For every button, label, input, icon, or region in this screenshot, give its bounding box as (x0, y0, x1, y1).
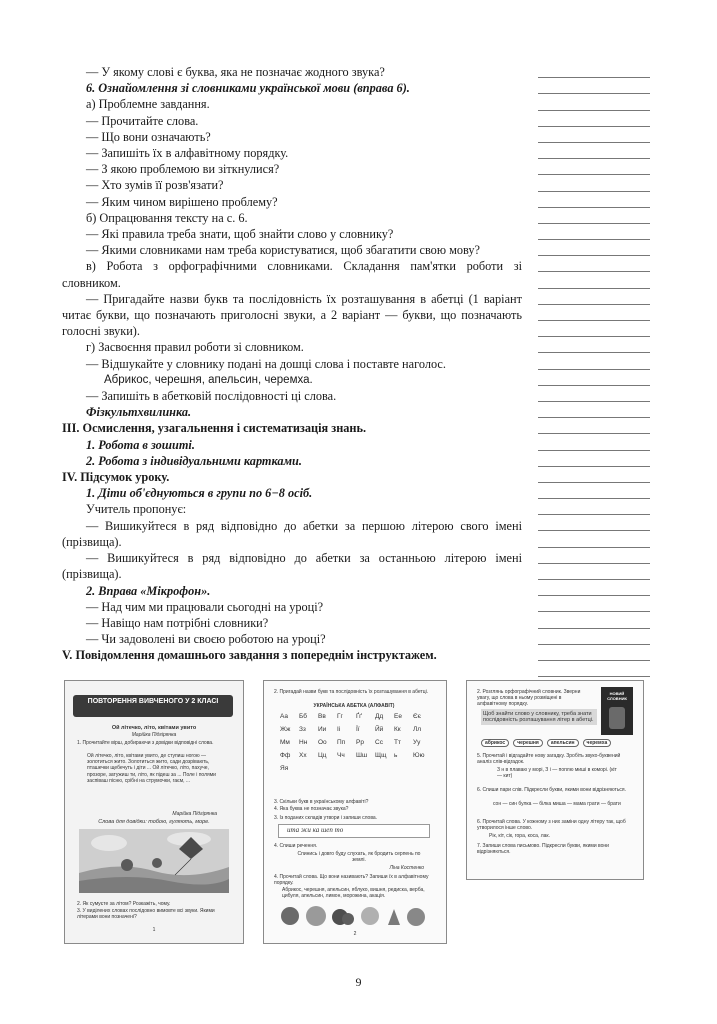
task-text: 2. Як сумуєте за літом? Розкажіть, чому. (77, 901, 171, 907)
answer-line (538, 645, 650, 661)
text-paragraph: — Пригадайте назви букв та послідовність їх розташування в абетці (1 варіант читає букви, що позначають приголосні звуки, а 2 варіант — букви, що позначають голосні звуки). (62, 291, 522, 339)
notes-rules (538, 62, 650, 677)
alphabet-letter: Ее (394, 713, 402, 720)
alphabet-letter: Фф (280, 752, 291, 759)
answer-line (538, 434, 650, 450)
alphabet-letter: Пп (337, 739, 346, 746)
question-text: 3. Із поданих складів утвори і запиши слова. (274, 815, 378, 821)
answer-line (538, 159, 650, 175)
text-paragraph: — Вишикуйтеся в ряд відповідно до абетки за останньою літерою імені (прізвища). (62, 551, 522, 582)
text-paragraph: в) Робота з орфографічними словниками. Складання пам'ятки роботи зі словником. (62, 259, 522, 290)
alphabet-letter: Жж (280, 726, 291, 733)
lesson-text (62, 64, 522, 664)
section-heading: ІІІ. Осмислення, узагальнення і систематизація знань. (62, 421, 367, 436)
text-line: г) Засвоєння правил роботи зі словником. (86, 340, 304, 355)
alphabet-letter: Іі (337, 726, 341, 733)
words-list: Абрикос, черешня, апельсин, яблуко, вишня, редиска, верба, цибуля, апельсин, лимон, морожина, акація. (282, 887, 425, 900)
answer-line (538, 337, 650, 353)
dictionary-figure (609, 707, 625, 729)
dictionary-cover (601, 687, 633, 735)
physical-exercise-label: Фізкультхвилинка. (86, 405, 192, 420)
subsection-heading: 2. Вправа «Мікрофон». (86, 583, 211, 598)
text-line: — Чи задоволені ви своєю роботою на уроці? (86, 632, 326, 647)
alphabet-letter: Юю (413, 752, 425, 759)
alphabet-letter: Вв (318, 713, 326, 720)
task-text: 1. Прочитайте вірш, добираючи з довідки відповідні слова. (77, 740, 214, 746)
answer-line (538, 483, 650, 499)
poem-title: Ой літечко, літо, квітами увито (111, 725, 197, 731)
alphabet-letter: Тт (394, 739, 401, 746)
answer-line (538, 192, 650, 208)
question-text: 3. Скільки букв в українському алфавіті? (274, 799, 369, 805)
answer-line (538, 175, 650, 191)
answer-line (538, 208, 650, 224)
answer-line (538, 386, 650, 402)
answer-line (538, 418, 650, 434)
poem-author: Марійка Підгірянка (131, 732, 177, 738)
text-line: — Прочитайте слова. (86, 113, 199, 128)
answer-line (538, 256, 650, 272)
word-chips (481, 739, 637, 747)
alphabet-grid (280, 713, 432, 773)
alphabet-letter: Дд (375, 713, 384, 720)
alphabet-letter: Сс (375, 739, 383, 746)
syllables-box (278, 824, 430, 838)
question-text: 4. Прочитай слова. Що вони називають? Запиши їх в алфавітному порядку. (274, 874, 429, 887)
task-text: 3. У виділених словах послідовно вимовте всі звуки. Якими літерами вони позначені? (77, 908, 215, 921)
rule-note: Щоб знайти слово у словнику, треба знати послідовність розташування літер в абетці. (481, 709, 597, 725)
alphabet-letter: Оо (318, 739, 327, 746)
answer-line (538, 580, 650, 596)
thumb-page-number: 2 (353, 931, 357, 937)
task-text: 6. Прочитай слова. У кожному з них заміни одну літеру так, щоб утворилося інше слово. (477, 819, 626, 832)
answer-line (538, 612, 650, 628)
alphabet-letter: Аа (280, 713, 289, 720)
textbook-page-thumbnail-2 (263, 680, 447, 944)
alphabet-letter: Її (356, 726, 360, 733)
alphabet-letter: Бб (299, 713, 307, 720)
word-pairs: сон — син булка — білка миша — мама грати — брати (493, 801, 621, 807)
text-line: — Запишіть в абетковій послідовності ці слова. (86, 389, 337, 404)
alphabet-letter: Йй (375, 726, 384, 733)
section-heading: 6. Ознайомлення зі словниками української мови (вправа 6). (86, 81, 410, 96)
page-banner (73, 695, 233, 717)
answer-line (538, 224, 650, 240)
subsection-heading: 2. Робота з індивідуальними картками. (86, 453, 302, 468)
syllables-text: ита жи ка шеп то (287, 826, 344, 834)
alphabet-letter: Ии (318, 726, 327, 733)
answer-line (538, 499, 650, 515)
alphabet-letter: Ґґ (356, 713, 362, 720)
alphabet-letter: Хх (299, 752, 307, 759)
page-number: 9 (355, 975, 362, 989)
alphabet-letter: Зз (299, 726, 306, 733)
alphabet-letter: Гг (337, 713, 343, 720)
answer-line (538, 111, 650, 127)
riddle-text: З н в плаваю у морі, З і — поплю миші в коморі. (кіт — кит) (497, 767, 617, 780)
section-heading: IV. Підсумок уроку. (62, 470, 170, 485)
text-line: — Відшукайте у словнику подані на дошці слова і поставте наголос. (86, 356, 446, 371)
answer-line (538, 289, 650, 305)
answer-line (538, 370, 650, 386)
answer-line (538, 94, 650, 110)
text-line: — Хто зумів її розв'язати? (86, 178, 224, 193)
text-paragraph: — Вишикуйтеся в ряд відповідно до абетки за першою літерою свого імені (прізвища). (62, 518, 522, 549)
textbook-page-thumbnail-3 (466, 680, 644, 880)
dictionary-title: НОВИЙ СЛОВНИК (607, 691, 627, 701)
task-text: 5. Прочитай і відгадайте нову загадку. Зробіть звуко-буквений аналіз слів-відгадок. (477, 753, 621, 766)
word-chip: апельсин (547, 739, 579, 747)
alphabet-letter: Лл (413, 726, 422, 733)
alphabet-letter: Нн (299, 739, 308, 746)
text-line: — У якому слові є буква, яка не позначає жодного звука? (86, 65, 385, 79)
answer-line (538, 564, 650, 580)
answer-line (538, 272, 650, 288)
answer-line (538, 661, 650, 677)
alphabet-letter: Чч (337, 752, 345, 759)
poem-text: Ой літечко, літо, квітами увито, де ступиш ногою — золотиться жито. Золотиться жито, сади дозрівають, пташечки щебечуть і діти ... Ой літечко, літо, пахуче, прозоре, затужиш ти, літо, як підеш за ... Поле і полями заспіваш пісню, срібні на струмочки, гаєм, ... (87, 753, 216, 784)
answer-line (538, 321, 650, 337)
alphabet-letter: Єє (413, 713, 421, 720)
question-text: 4. Яка буква не позначає звука? (274, 806, 349, 812)
fruits-illustration (278, 903, 434, 929)
answer-line (538, 127, 650, 143)
words-list: Рік, кіт, сік, гора, коса, лак. (489, 833, 550, 839)
quote-author: Ліна Костенко (389, 865, 424, 871)
alphabet-letter: Уу (413, 739, 421, 746)
text-line: — Яким чином вирішено проблему? (86, 194, 278, 209)
text-line: — Запишіть їх в алфавітному порядку. (86, 146, 289, 161)
answer-line (538, 451, 650, 467)
subsection-heading: 1. Діти об'єднуються в групи по 6−8 осіб. (86, 486, 313, 501)
textbook-page-thumbnail-1 (64, 680, 244, 944)
alphabet-letter: Рр (356, 739, 364, 746)
answer-line (538, 353, 650, 369)
answer-line (538, 515, 650, 531)
alphabet-letter: Щщ (375, 752, 387, 759)
answer-line (538, 531, 650, 547)
alphabet-letter: Яя (280, 765, 289, 772)
answer-line (538, 143, 650, 159)
task-text: 6. Спиши пари слів. Підкресли букви, якими вони відрізняються. (477, 787, 627, 793)
poem-author-2: Марійка Підгірянка (172, 811, 217, 817)
subsection-heading: 1. Робота в зошиті. (86, 437, 195, 452)
text-line: Учитель пропонує: (86, 502, 187, 517)
text-line: — Навіщо нам потрібні словники? (86, 615, 269, 630)
text-line: — Які правила треба знати, щоб знайти слово у словнику? (86, 227, 394, 242)
alphabet-letter: Цц (318, 752, 327, 759)
task-text: 2. Розглянь орфографічний словник. Зверни увагу, що слова в ньому розміщені в алфавітному порядку. (477, 689, 581, 708)
answer-line (538, 467, 650, 483)
board-words: Абрикос, черешня, апельсин, черемха. (104, 373, 313, 386)
answer-line (538, 596, 650, 612)
answer-line (538, 629, 650, 645)
task-text: 7. Запиши слова письмово. Підкресли букви, якими вони відрізняються. (477, 843, 609, 856)
alphabet-title: УКРАЇНСЬКА АБЕТКА (АЛФАВІТ) (313, 703, 395, 709)
answer-line (538, 548, 650, 564)
help-words: Слова для довідки: тобою, гуляють, море. (98, 819, 210, 825)
banner-text: ПОВТОРЕННЯ ВИВЧЕНОГО У 2 КЛАСІ (87, 698, 219, 705)
answer-line (538, 240, 650, 256)
text-line: — Над чим ми працювали сьогодні на уроці? (86, 599, 324, 614)
alphabet-letter: Кк (394, 726, 401, 733)
text-line: — Якими словниками нам треба користуватися, щоб збагатити свою мову? (86, 243, 481, 258)
word-chip: черемха (583, 739, 612, 747)
text-line: — Що вони означають? (86, 129, 211, 144)
text-line: а) Проблемне завдання. (86, 97, 210, 112)
task-text: 2. Пригадай назви букв та послідовність їх розташування в абетці. (274, 689, 429, 695)
summer-illustration (79, 829, 229, 893)
alphabet-letter: Шш (356, 752, 368, 759)
thumb-page-number: 1 (152, 927, 156, 933)
text-line: б) Опрацювання тексту на с. 6. (86, 210, 248, 225)
word-chip: абрикос (481, 739, 509, 747)
answer-line (538, 402, 650, 418)
word-chip: черешня (513, 739, 543, 747)
answer-line (538, 305, 650, 321)
alphabet-letter: ь (394, 752, 398, 759)
answer-line (538, 62, 650, 78)
quote-text: Спинись і довго буду слухать, як бродить серпень по землі. (297, 851, 421, 864)
question-text: 4. Спиши речення. (274, 843, 318, 849)
answer-line (538, 78, 650, 94)
text-line: — З якою проблемою ви зіткнулися? (86, 162, 280, 177)
section-heading: V. Повідомлення домашнього завдання з попереднім інструктажем. (62, 648, 437, 663)
alphabet-letter: Мм (280, 739, 290, 746)
